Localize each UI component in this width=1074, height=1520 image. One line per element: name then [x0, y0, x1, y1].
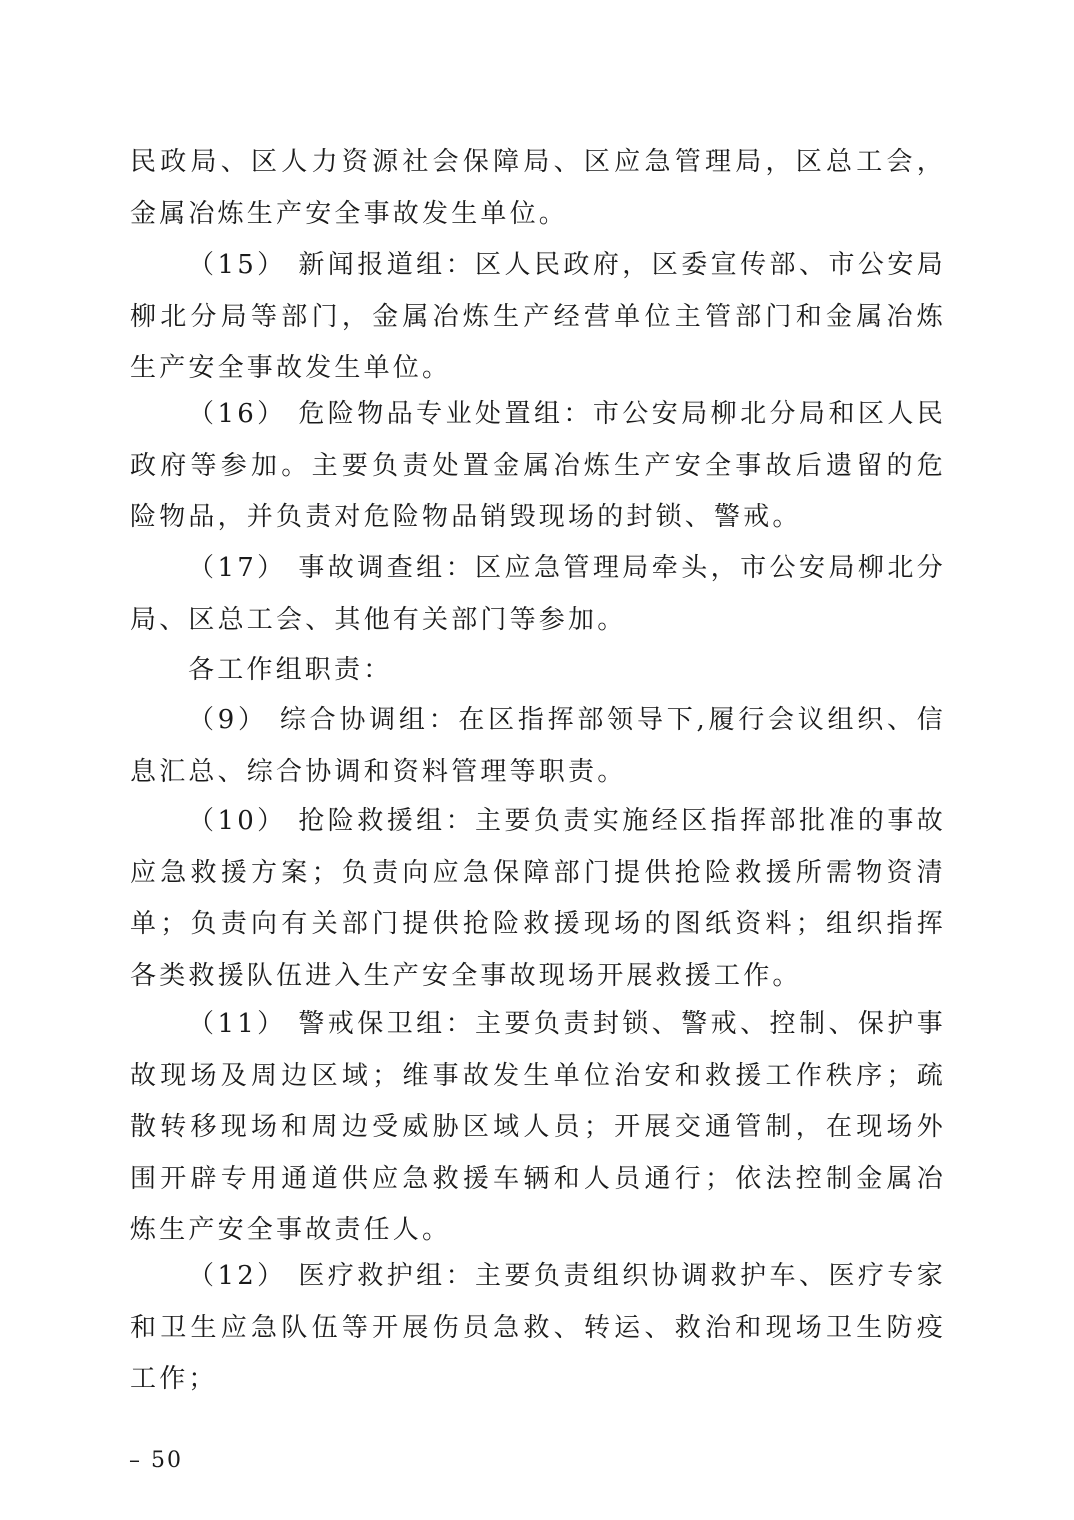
paragraph-item-12: （12） 医疗救护组：主要负责组织协调救护车、医疗专家和卫生应急队伍等开展伤员急救、转运、救治和现场卫生防疫工作；	[130, 1261, 946, 1394]
section-heading: 各工作组职责：	[188, 655, 393, 685]
paragraph-item-10: （10） 抢险救援组：主要负责实施经区指挥部批准的事故应急救援方案；负责向应急保障部门提供抢险救援所需物资清单；负责向有关部门提供抢险救援现场的图纸资料；组织指挥各类救援队伍进入生产安全事故现场开展救援工作。	[130, 806, 946, 991]
paragraph-item-9: （9） 综合协调组：在区指挥部领导下,履行会议组织、信息汇总、综合协调和资料管理等职责。	[130, 705, 946, 787]
paragraph-item-11: （11） 警戒保卫组：主要负责封锁、警戒、控制、保护事故现场及周边区域；维事故发生单位治安和救援工作秩序；疏散转移现场和周边受威胁区域人员；开展交通管制，在现场外围开辟专用通道供应急救援车辆和人员通行；依法控制金属冶炼生产安全事故责任人。	[130, 1009, 946, 1245]
paragraph-continuation: 民政局、区人力资源社会保障局、区应急管理局，区总工会，金属冶炼生产安全事故发生单位。	[130, 147, 946, 229]
paragraph-item-17: （17） 事故调查组：区应急管理局牵头，市公安局柳北分局、区总工会、其他有关部门等参加。	[130, 553, 946, 635]
paragraph-item-15: （15） 新闻报道组：区人民政府，区委宣传部、市公安局柳北分局等部门，金属冶炼生产经营单位主管部门和金属冶炼生产安全事故发生单位。	[130, 250, 946, 383]
paragraph-item-16: （16） 危险物品专业处置组：市公安局柳北分局和区人民政府等参加。主要负责处置金属冶炼生产安全事故后遗留的危险物品，并负责对危险物品销毁现场的封锁、警戒。	[130, 399, 946, 532]
page-number: – 50	[129, 1448, 183, 1473]
